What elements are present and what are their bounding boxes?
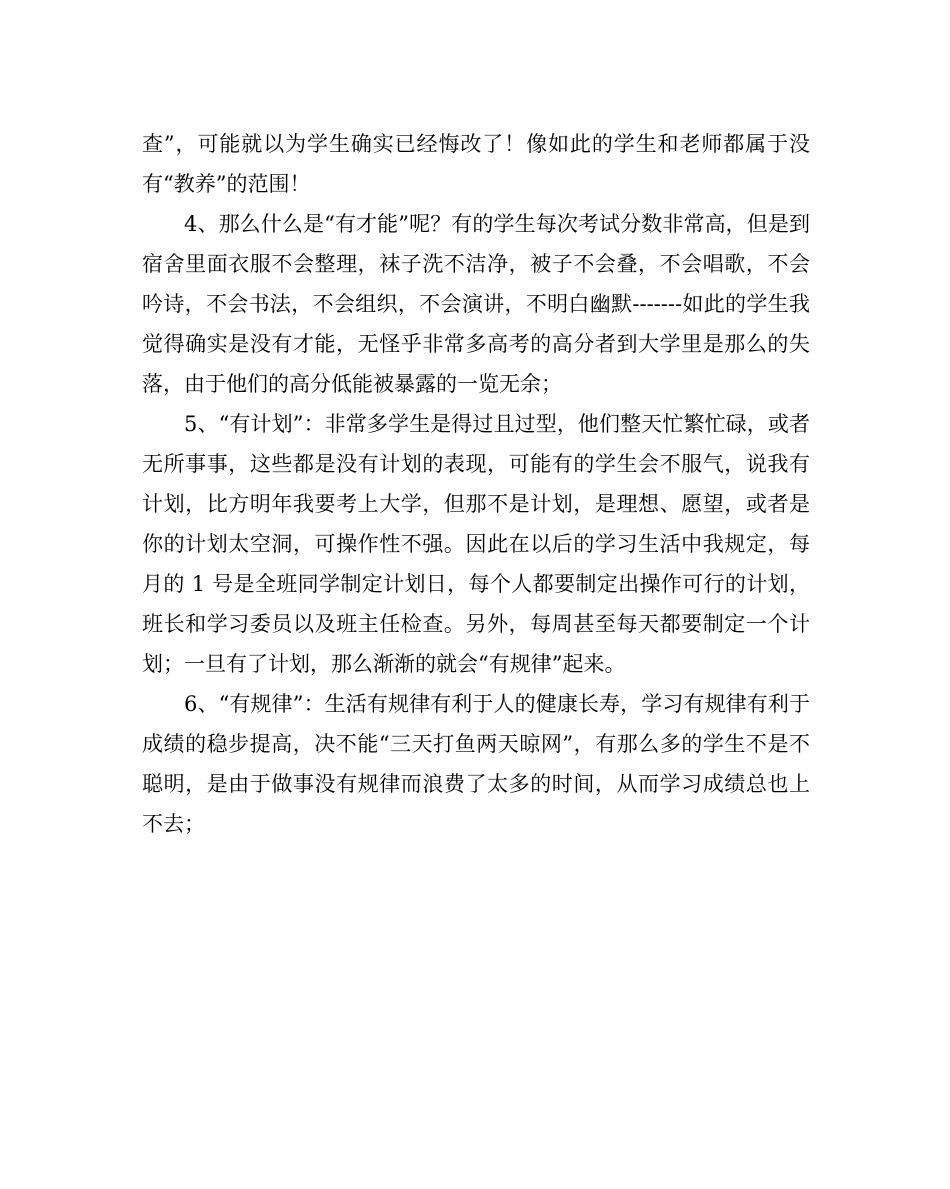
document-body xyxy=(142,124,810,844)
paragraph-item-5: 5、“有计划”：非常多学生是得过且过型，他们整天忙繁忙碌，或者无所事事，这些都是没有计划的表现，可能有的学生会不服气，说我有计划，比方明年我要考上大学，但那不是计划，是理想、愿望，或者是你的计划太空洞，可操作性不强。因此在以后的学习生活中我规定，每月的 1 号是全班同学制定计划日，每个人都要制定出操作可行的计划，班长和学习委员以及班主任检查。另外，每周甚至每天都要制定一个计划；一旦有了计划，那么渐渐的就会“有规律”起来。 xyxy=(142,412,810,676)
paragraph-item-6: 6、“有规律”：生活有规律有利于人的健康长寿，学习有规律有利于成绩的稳步提高，决不能“三天打鱼两天晾网”，有那么多的学生不是不聪明，是由于做事没有规律而浪费了太多的时间，从而学习成绩总也上不去； xyxy=(142,692,810,836)
paragraph-continuation: 查”，可能就以为学生确实已经悔改了！像如此的学生和老师都属于没有“教养”的范围！ xyxy=(142,132,810,196)
paragraph-item-4: 4、那么什么是“有才能”呢？有的学生每次考试分数非常高，但是到宿舍里面衣服不会整理，袜子洗不洁净，被子不会叠，不会唱歌，不会吟诗，不会书法，不会组织，不会演讲，不明白幽默-------如此的学生我觉得确实是没有才能，无怪乎非常多高考的高分者到大学里是那么的失落，由于他们的高分低能被暴露的一览无余； xyxy=(142,212,810,396)
